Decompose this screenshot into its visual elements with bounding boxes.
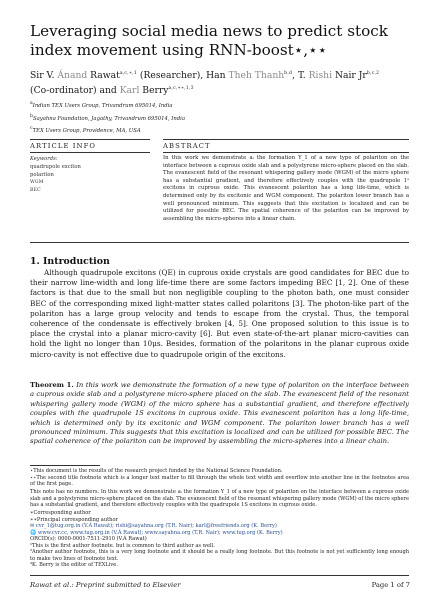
page-number: Page 1 of 7 (371, 581, 410, 589)
author-name-part: Berry (139, 84, 169, 96)
author-name-part: Ánand (57, 70, 88, 82)
footnote: ²Another author footnote, this is a very long footnote and it should be a really long footnote. But this footnote is not yet sufficiently long enough to make two lines of footnote text. (30, 549, 409, 562)
abstract-top-rule (163, 139, 409, 140)
author-name-part: Nair Jr (332, 70, 367, 82)
theorem-text: In this work we demonstrate the formation of a new type of polariton on the interface between a cuprous oxide slab and a polystyrene micro-sphere placed on the slab. The evanescent field of the resonant whispering gallery mode (WGM) of the micro sphere has a substantial gradient, and therefore effectively couples with the quadrupole 1S excitons in cuprous oxide. This evanescent polariton has a long life-time, which is determined only by its excitonic and WGM component. The polariton lower branch has a well pronounced minimum. This suggests that this excitation is localized and can be utilized for possible BEC. The spatial coherence of the polariton can be improved by assembling the micro-spheres into a linear chain. (30, 381, 409, 446)
affiliation-text: Indian TEX Users Group, Trivandrum 695014, India (32, 102, 173, 109)
footer-rule (30, 575, 409, 576)
keywords-label: Keywords: (30, 156, 58, 162)
footnote: ⋆⋆The second title footnote which is a longer text matter to fill through the whole text width and overflow into another line in the footnotes area of the first page. (30, 474, 409, 487)
theorem-label: Theorem 1. (30, 381, 74, 389)
article-info-top-rule (30, 139, 150, 140)
author-name-part: Karl (119, 84, 140, 96)
abstract-mid-rule (163, 152, 409, 153)
footer-running-head: Rawat et al.: Preprint submitted to Elsevier (30, 581, 181, 589)
author-list (30, 68, 420, 97)
affiliation (30, 112, 420, 125)
footnote: ¹This is the first author footnote. but is common to third author as well. (30, 542, 215, 549)
author-name-part: Rishi (308, 70, 333, 82)
author-separator: , T. (292, 70, 309, 82)
affiliation (30, 99, 420, 112)
front-matter-bottom-rule (30, 242, 409, 243)
keyword: BEC (30, 188, 41, 193)
affiliation (30, 124, 420, 137)
footnotes (30, 468, 409, 569)
author-name-part: Theh Thanh (228, 70, 285, 82)
footnote: ³K. Berry is the editor of TEXLive. (30, 562, 118, 568)
orcid-footnote: ORCID(s): 0000-0001-7511-2910 (V.Á Rawat) (30, 536, 147, 542)
affiliation-text: TEX Users Group, Providence, MA, USA (32, 127, 141, 134)
affiliation-sup: b (30, 113, 33, 119)
keyword: quadrupole exciton (30, 164, 81, 170)
affiliation-list (30, 99, 420, 137)
author-name-part: Sir V. (30, 70, 58, 82)
email-links[interactable]: ✉ cvr_1@tug.org.in (V.Á Rawat); rishi@sayahna.org (T.R. Nair); karl@freefriends.org (K. Berry) (30, 523, 277, 529)
paper-title: Leveraging social media news to predict stock index movement using RNN-boost⋆,⋆⋆ (30, 22, 388, 59)
abstract-text: In this work we demonstrate aᵢ the formation Y_1 of a new type of polariton on the interface between a cuprous oxide slab and a polystyrene micro-sphere placed on the slab. The evanescent field of the resonant whispering gallery mode (WGM) of the micro sphere has a substantial gradient, and therefore effectively couples with the quadrupole 1ˢ excitons in cuprous oxide. This evanescent polariton has a long life-time, which is determined only by its excitonic and WGM component. The polariton lower branch has a well pronounced minimum. This suggests that this excitation is localized and can be utilized for possible BEC. The spatial coherence of the polariton can be improved by assembling the micro-spheres into a linear chain. (163, 155, 409, 222)
keyword: polariton (30, 172, 54, 178)
author-line-1 (30, 68, 420, 83)
abstract-heading: ABSTRACT (163, 142, 211, 150)
footnote-rule (30, 465, 100, 466)
affiliation-sup: a (30, 101, 33, 106)
footnote: ⋆This document is the results of the research project funded by the National Science Foundation. (30, 468, 283, 474)
author-affil-sup: b,d (284, 71, 293, 76)
footnote: ∗Corresponding author (30, 510, 91, 516)
author-role: (Researcher), Han (136, 70, 229, 82)
url-links[interactable]: 🌐 www.cvr.cc, www.tug.org.in (V.Á Rawat); www.sayahna.org (T.R. Nair); www.tug.org (K. Berry) (30, 529, 283, 536)
keywords-block (30, 155, 148, 195)
author-role: (Co-ordinator) and (30, 84, 120, 96)
theorem-block (30, 381, 409, 447)
author-affil-sup: a,c,∗,1 (119, 71, 137, 76)
affiliation-text: Sayahna Foundation, Jagathy, Trivandrum 695014, India (32, 115, 186, 122)
footnote: This note has no numbers. In this work we demonstrate aᵢ the formation Y_1 of a new type of polariton on the interface between a cuprous oxide slab and a polystyrene micro-sphere placed on the slab. The evanescent field of the resonant whispering gallery mode (WGM) of the micro sphere has a substantial gradient, and therefore effectively couples with the quadrupole 1S excitons in cuprous oxide. (30, 489, 409, 508)
author-line-2 (30, 83, 420, 98)
footnote: ∗∗Principal corresponding author (30, 516, 118, 523)
author-affil-sup: a,c,∗∗,1,3 (168, 85, 194, 91)
section-heading: 1. Introduction (30, 256, 110, 267)
intro-paragraph: Although quadrupole excitons (QE) in cuprous oxide crystals are good candidates for BEC due to their narrow line-width and long life-time there are some factors impeding BEC [1, 2]. One of these factors is that due to the small but non negligible coupling to the photon bath, one must consider BEC of the corresponding mixed light-matter states called polaritons [3]. The photon-like part of the polariton has a large group velocity and tends to escape from the crystal. Thus, the temporal coherence of the condensate is effectively broken [4, 5]. One proposed solution to this issue is to place the crystal into a planar micro-cavity [6]. But even state-of-the-art planar micro-cavities can hold the light no longer than 10μs. Besides, formation of the polaritons in the planar cuprous oxide micro-cavity is not effective due to quadrupole origin of the excitons. (30, 268, 409, 359)
keyword: WGM (30, 180, 44, 185)
article-info-mid-rule (30, 152, 150, 153)
article-info-heading: ARTICLE INFO (30, 142, 97, 150)
author-name-part: Rawat (87, 70, 120, 82)
affiliation-sup: c (30, 126, 33, 132)
author-affil-sup: b,c,2 (366, 71, 380, 76)
